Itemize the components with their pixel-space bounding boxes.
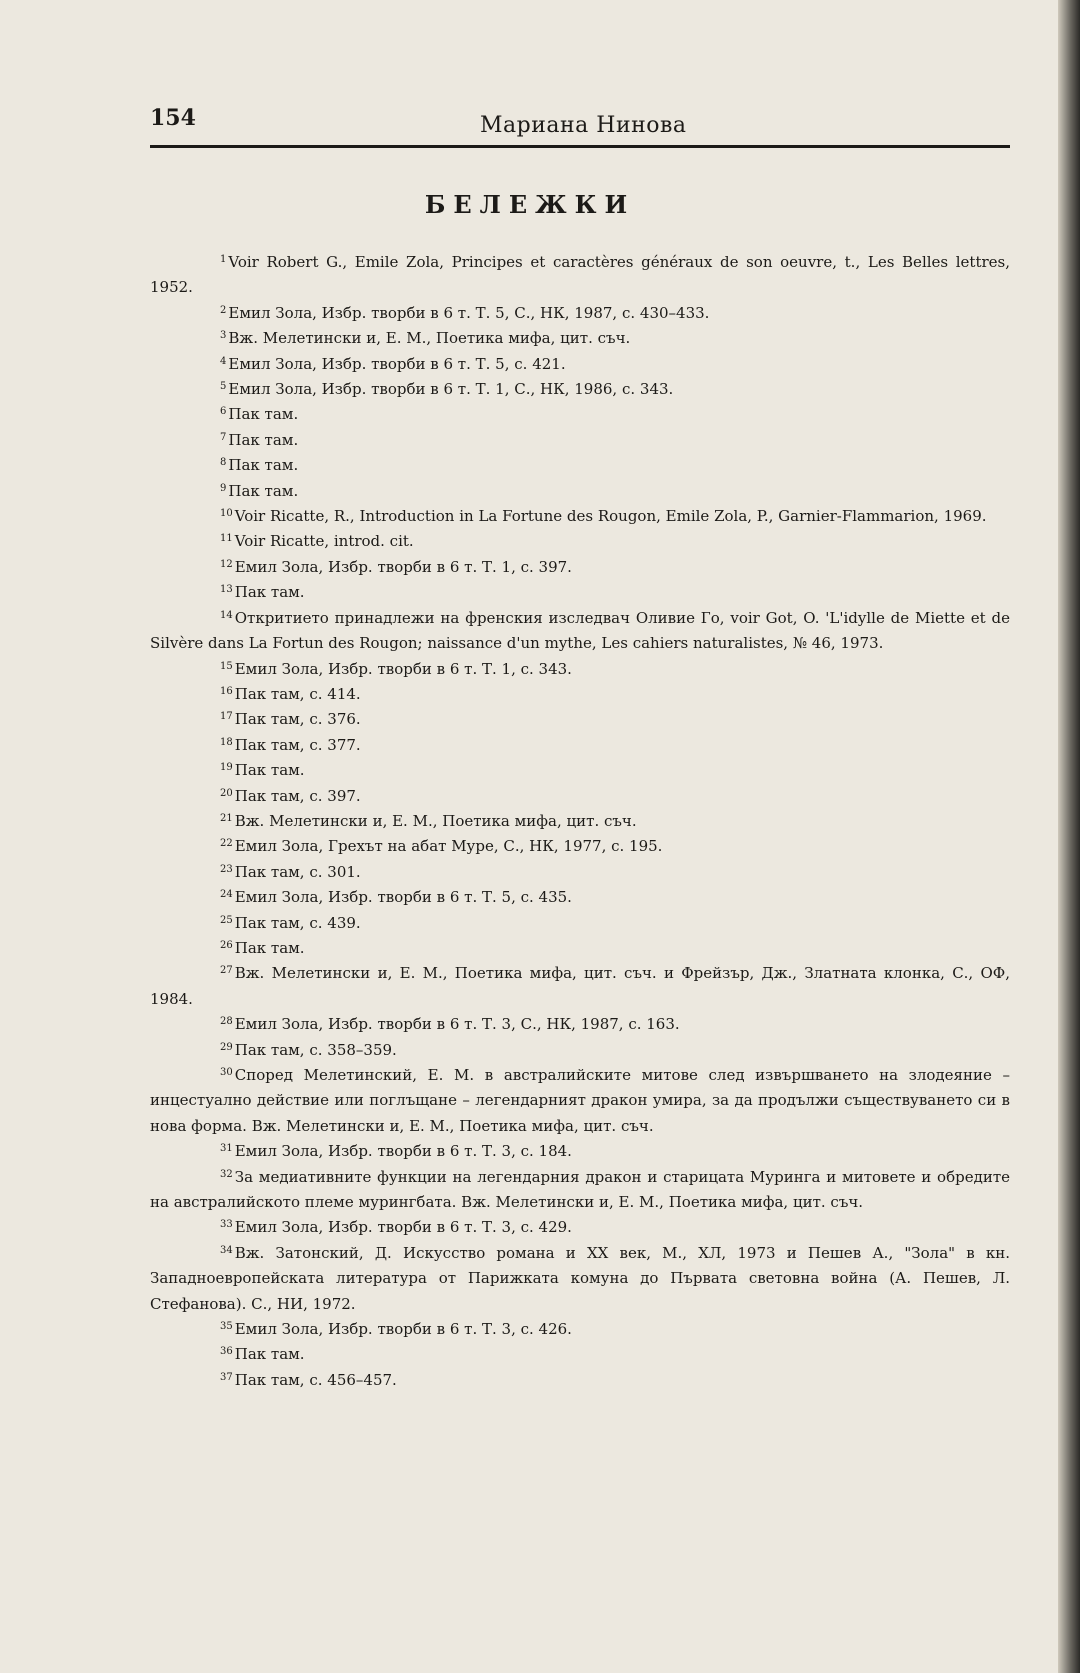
note-text: Емил Зола, Избр. творби в 6 т. Т. 3, с. 426. — [234, 1320, 572, 1339]
note-26 — [150, 936, 1010, 961]
note-text: Емил Зола, Избр. творби в 6 т. Т. 1, с. 397. — [234, 557, 572, 576]
note-35 — [150, 1317, 1010, 1342]
note-text: Пак там. — [228, 481, 299, 500]
note-24 — [150, 885, 1010, 910]
note-text: Емил Зола, Избр. творби в 6 т. Т. 1, С., НК, 1986, с. 343. — [228, 380, 674, 399]
note-number: 12 — [220, 558, 233, 570]
note-25 — [150, 911, 1010, 936]
note-18 — [150, 733, 1010, 758]
notes-list — [150, 250, 1010, 1393]
note-text: Пак там, с. 301. — [234, 862, 361, 881]
note-text: Вж. Мелетински и, Е. М., Поетика мифа, цит. съч. — [228, 329, 631, 348]
note-text: Пак там, с. 377. — [234, 735, 361, 754]
note-number: 22 — [220, 838, 233, 850]
note-text: Voir Ricatte, introd. cit. — [234, 532, 414, 551]
note-number: 17 — [220, 711, 233, 723]
note-37 — [150, 1368, 1010, 1393]
note-text: Емил Зола, Избр. творби в 6 т. Т. 3, с. 429. — [234, 1218, 572, 1237]
note-number: 16 — [220, 685, 233, 697]
note-number: 29 — [220, 1041, 233, 1053]
note-number: 27 — [220, 965, 233, 977]
note-number: 26 — [220, 939, 233, 951]
note-number: 1 — [220, 254, 227, 265]
note-text: Voir Robert G., Emile Zola, Principes et caractères généraux de son oeuvre, t., Les Belles lettres, 1952. — [150, 253, 1010, 297]
note-27 — [150, 961, 1010, 1012]
note-11 — [150, 529, 1010, 554]
note-text: Емил Зола, Избр. творби в 6 т. Т. 3, С., НК, 1987, с. 163. — [234, 1015, 680, 1034]
note-number: 37 — [220, 1371, 233, 1383]
note-text: Емил Зола, Избр. творби в 6 т. Т. 1, с. 343. — [234, 659, 572, 678]
note-12 — [150, 555, 1010, 580]
note-number: 6 — [220, 406, 227, 418]
note-4 — [150, 352, 1010, 377]
note-23 — [150, 860, 1010, 885]
note-22 — [150, 834, 1010, 859]
note-text: Вж. Затонский, Д. Искусство романа и XX век, М., ХЛ, 1973 и Пешев А., "Зола" в кн. Западноевропейската литература от Парижката комуна до Първата световна война (А. Пешев, Л. Стефанова). С., НИ, 1972. — [150, 1243, 1010, 1313]
note-text: Пак там. — [234, 938, 305, 957]
note-number: 10 — [220, 508, 233, 520]
note-17 — [150, 707, 1010, 732]
note-21 — [150, 809, 1010, 834]
note-text: Пак там. — [228, 430, 299, 449]
section-title: БЕЛЕЖКИ — [424, 190, 636, 219]
note-number: 11 — [220, 533, 233, 545]
note-number: 5 — [220, 381, 227, 393]
header-rule — [150, 145, 1010, 148]
note-text: За медиативните функции на легендарния дракон и старицата Муринга и митовете и обредите на австралийското племе мурингбата. Вж. Мелетински и, Е. М., Поетика мифа, цит. съч. — [150, 1167, 1010, 1212]
note-34 — [150, 1241, 1010, 1317]
note-text: Емил Зола, Избр. творби в 6 т. Т. 3, с. 184. — [234, 1142, 572, 1161]
note-text: Пак там. — [234, 1345, 305, 1364]
note-number: 15 — [220, 660, 233, 672]
note-6 — [150, 402, 1010, 427]
note-text: Емил Зола, Грехът на абат Муре, С., НК, 1977, с. 195. — [234, 837, 663, 856]
note-number: 8 — [220, 457, 227, 469]
note-number: 35 — [220, 1321, 233, 1333]
note-5 — [150, 377, 1010, 402]
note-text: Пак там, с. 397. — [234, 786, 361, 805]
note-16 — [150, 682, 1010, 707]
note-32 — [150, 1165, 1010, 1216]
note-10 — [150, 504, 1010, 529]
note-text: Пак там. — [234, 583, 305, 602]
note-number: 13 — [220, 584, 233, 596]
note-number: 14 — [220, 609, 233, 621]
note-3 — [150, 326, 1010, 351]
page-header — [150, 105, 1010, 145]
note-text: Пак там, с. 358–359. — [234, 1040, 397, 1059]
note-number: 36 — [220, 1346, 233, 1358]
note-number: 4 — [220, 355, 227, 367]
note-number: 7 — [220, 431, 227, 443]
note-30 — [150, 1063, 1010, 1139]
note-31 — [150, 1139, 1010, 1164]
note-7 — [150, 428, 1010, 453]
note-number: 33 — [220, 1219, 233, 1231]
note-28 — [150, 1012, 1010, 1037]
note-20 — [150, 784, 1010, 809]
note-text: Пак там, с. 414. — [234, 684, 361, 703]
note-text: Емил Зола, Избр. творби в 6 т. Т. 5, с. 435. — [234, 888, 572, 907]
note-9 — [150, 479, 1010, 504]
note-text: Емил Зола, Избр. творби в 6 т. Т. 5, С., НК, 1987, с. 430–433. — [228, 303, 710, 322]
note-36 — [150, 1342, 1010, 1367]
note-number: 31 — [220, 1143, 233, 1155]
note-number: 34 — [220, 1244, 233, 1256]
note-number: 32 — [220, 1168, 233, 1180]
note-number: 24 — [220, 889, 233, 901]
note-text: Пак там. — [228, 456, 299, 475]
note-text: Вж. Мелетински и, Е. М., Поетика мифа, цит. съч. и Фрейзър, Дж., Златната клонка, С., ОФ, 1984. — [150, 964, 1010, 1008]
page-number: 154 — [150, 105, 196, 131]
note-number: 23 — [220, 863, 233, 875]
note-15 — [150, 657, 1010, 682]
note-14 — [150, 606, 1010, 657]
note-number: 2 — [220, 304, 227, 316]
note-number: 20 — [220, 787, 233, 799]
note-text: Пак там. — [228, 405, 299, 424]
note-text: Откритието принадлежи на френския изследвач Оливие Го, voir Got, O. 'L'idylle de Miette et de Silvère dans La Fortun des Rougon; naissance d'un mythe, Les cahiers naturalistes, № 46, 1973. — [150, 608, 1010, 653]
note-number: 18 — [220, 736, 233, 748]
note-text: Пак там, с. 376. — [234, 710, 361, 729]
note-number: 9 — [220, 482, 227, 494]
note-13 — [150, 580, 1010, 605]
note-text: Пак там, с. 456–457. — [234, 1370, 397, 1389]
note-19 — [150, 758, 1010, 783]
note-text: Вж. Мелетински и, Е. М., Поетика мифа, цит. съч. — [234, 811, 637, 830]
note-1 — [150, 250, 1010, 301]
note-number: 28 — [220, 1016, 233, 1028]
note-text: Пак там. — [234, 761, 305, 780]
note-33 — [150, 1215, 1010, 1240]
running-title: Мариана Нинова — [480, 113, 687, 138]
note-29 — [150, 1038, 1010, 1063]
note-8 — [150, 453, 1010, 478]
note-text: Voir Ricatte, R., Introduction in La Fortune des Rougon, Emile Zola, P., Garnier-Flammarion, 1969. — [234, 507, 987, 526]
note-text: Емил Зола, Избр. творби в 6 т. Т. 5, с. 421. — [228, 354, 566, 373]
note-text: Пак там, с. 439. — [234, 913, 361, 932]
note-2 — [150, 301, 1010, 326]
note-number: 21 — [220, 812, 233, 824]
note-number: 30 — [220, 1067, 233, 1078]
book-spine-shadow — [1058, 0, 1080, 1673]
note-number: 3 — [220, 330, 227, 342]
note-text: Според Мелетинский, Е. М. в австралийските митове след извършването на злодеяние – инцестуално действие или поглъщане – легендарният дракон умира, за да продължи съществуването си в нова форма. Вж. Мелетински и, Е. М., Поетика мифа, цит. съч. — [150, 1066, 1010, 1135]
note-number: 25 — [220, 914, 233, 926]
note-number: 19 — [220, 762, 233, 774]
